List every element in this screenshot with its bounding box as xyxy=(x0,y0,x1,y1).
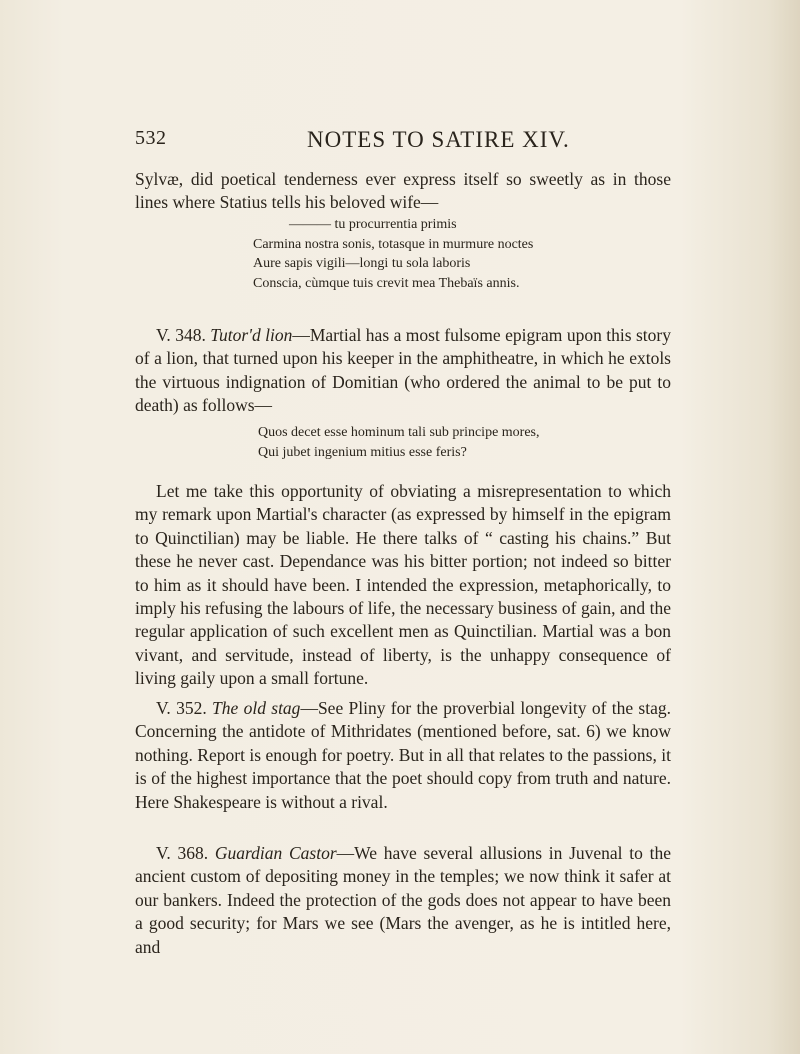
note-title: Guardian Castor xyxy=(214,843,337,863)
latin-quotation-statius xyxy=(253,215,533,293)
text-line: where Statius tells his beloved wife— xyxy=(172,192,439,213)
note-text: —We have several allusions in Juvenal to the ancient custom of depositing money in the temples; we now think it safer at our bankers. Indeed the protection of the gods does not appear to have been a good security; for Mars we see (Mars the avenger, as he is intitled here, and xyxy=(135,843,671,957)
note-text: —Martial has a most fulsome epigram upon this story of a lion, that turned upon his keeper in the amphitheatre, in which he extols the virtuous indignation of Domitian (who ordered the animal to be put to death) as follows— xyxy=(135,325,671,416)
verse-line: Conscia, cùmque tuis crevit mea Thebaïs annis. xyxy=(253,275,520,291)
verse-line: Carmina nostra sonis, totasque in murmure noctes xyxy=(253,236,534,252)
note-v352 xyxy=(135,697,671,814)
note-v348 xyxy=(135,324,671,418)
latin-quotation-martial xyxy=(258,423,540,462)
note-ref: V. 368. xyxy=(156,843,209,863)
verse-line: ——— tu procurrentia primis xyxy=(289,217,457,232)
verse-line: Aure sapis vigili—longi tu sola laboris xyxy=(253,256,471,271)
note-ref: V. 348. xyxy=(156,325,206,345)
paragraph-martial-remark xyxy=(135,480,671,691)
running-head: NOTES TO SATIRE XIV. xyxy=(307,127,570,152)
note-ref: V. 352. xyxy=(156,698,207,718)
verse-line: Quos decet esse hominum tali sub principe mores, xyxy=(258,425,540,440)
verse-line: Qui jubet ingenium mitius esse feris? xyxy=(258,444,467,460)
note-text: —See Pliny for the proverbial longevity of the stag. Concerning the antidote of Mithridates (mentioned before, sat. 6) we know nothing. Report is enough for poetry. But in all that relates to the passions, it is of the highest importance that the poet should copy from truth and nature. Here Shakespeare is without a rival. xyxy=(135,698,671,812)
paragraph-continuation xyxy=(135,168,671,215)
text-line: Sylvæ, did poetical tenderness ever express itself so sweetly as in those lines xyxy=(135,169,671,213)
paragraph-text: Let me take this opportunity of obviating a misrepresentation to which my remark upon Martial's character (as expressed by himself in the epigram to Quinctilian) may be liable. He there talks of “ casting his chains.” But these he never cast. Dependance was his bitter portion; not indeed so bitter to him as it should have been. I intended the expression, metaphorically, to imply his refusing the labours of life, the necessary business of gain, and the regular application of such excellent men as Quinctilian. Martial was a bon vivant, and servitude, instead of liberty, is the unhappy consequence of living gaily upon a small fortune. xyxy=(135,481,671,689)
note-title: Tutor'd lion xyxy=(210,325,293,345)
page-header xyxy=(135,127,675,157)
note-v368 xyxy=(135,842,671,959)
note-title: The old stag xyxy=(212,698,301,718)
page-number: 532 xyxy=(135,127,167,149)
